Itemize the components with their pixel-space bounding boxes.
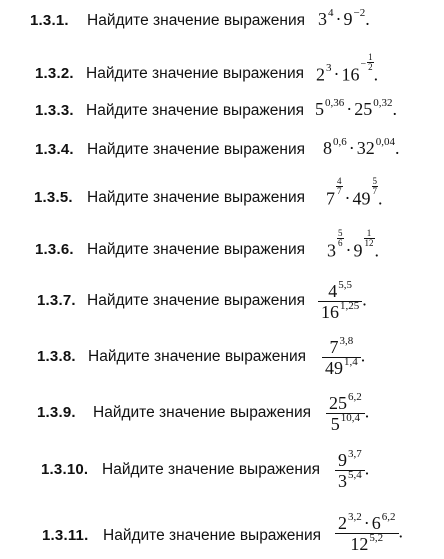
math-expression: $\frac{25^{6,2}}{5^{10,4}}$ . xyxy=(326,394,369,433)
problem-number: 1.3.8. xyxy=(37,348,76,365)
problem-number: 1.3.5. xyxy=(34,189,73,206)
problem-number: 1.3.1. xyxy=(30,12,69,29)
problem-number: 1.3.9. xyxy=(37,404,76,421)
math-expression: $3^4 \cdot 9^{-2}$. xyxy=(318,7,370,29)
math-expression: $\frac{9^{3,7}}{3^{5,4}}$ . xyxy=(335,451,369,490)
problem-number: 1.3.3. xyxy=(35,102,74,119)
problem-statement: Найдите значение выражения xyxy=(86,65,305,82)
problem-number: 1.3.2. xyxy=(35,65,74,82)
math-expression: $\frac{4^{5,5}}{16^{1,25}}$ . xyxy=(318,282,367,321)
math-expression: $8^{0,6} \cdot 32^{0,04}$. xyxy=(323,136,400,158)
problem-statement: Найдите значение выражения xyxy=(103,527,322,544)
math-expression: 7 $\frac{4}{7}$ · 49 $\frac{5}{7}$ . xyxy=(326,176,383,209)
problem-number: 1.3.7. xyxy=(37,292,76,309)
math-expression: $5^{0,36} \cdot 25^{0,32}$. xyxy=(315,97,397,119)
problem-statement: Найдите значение выражения xyxy=(86,102,305,119)
problem-number: 1.3.4. xyxy=(35,141,74,158)
problem-number: 1.3.6. xyxy=(35,241,74,258)
problem-statement: Найдите значение выражения xyxy=(87,292,306,309)
problem-statement: Найдите значение выражения xyxy=(87,189,306,206)
problem-number: 1.3.10. xyxy=(41,461,89,478)
problem-statement: Найдите значение выражения xyxy=(87,141,306,158)
problem-statement: Найдите значение выражения xyxy=(87,241,306,258)
math-expression: $\frac{7^{3,8}}{49^{1,4}}$ . xyxy=(322,338,365,377)
problem-number: 1.3.11. xyxy=(42,527,89,544)
problem-statement: Найдите значение выражения xyxy=(93,404,312,421)
problem-statement: Найдите значение выражения xyxy=(88,348,307,365)
problem-statement: Найдите значение выражения xyxy=(87,12,306,29)
math-expression: $\frac{2^{3,2} \cdot 6^{6,2}}{12^{5,2}}$ . xyxy=(335,514,403,553)
math-expression: 3 $\frac{5}{6}$ · 9 $\frac{1}{12}$ . xyxy=(327,228,379,261)
math-expression: $2^3 \cdot 16^-$ $\frac{1}{2}$ . xyxy=(316,52,379,85)
problem-statement: Найдите значение выражения xyxy=(102,461,321,478)
